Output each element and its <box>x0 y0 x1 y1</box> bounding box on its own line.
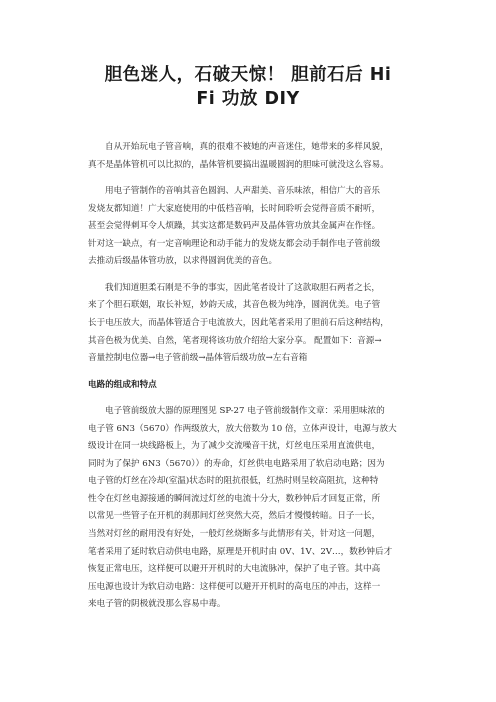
paragraph-tube-sound <box>88 183 408 271</box>
text-line: 来电子管的阴极就没那么容易中毒。 <box>88 599 226 610</box>
paragraph-intro <box>88 139 408 174</box>
text-line: 同时为了保护 6N3（5670））的寿命，灯丝供电电路采用了软启动电路；因为 <box>88 458 385 469</box>
text-line: 来了个胆石联姻，取长补短，妙韵天成，其音色极为纯净，圆润优美。电子管 <box>88 300 381 311</box>
text-line: 音量控制电位器→电子管前级→晶体管后级功放→左右音箱 <box>88 353 308 364</box>
text-line: 当然对灯丝的耐用没有好处，一般灯丝烧断多与此情形有关，针对这一问题， <box>88 529 381 540</box>
text-line: 我们知道胆柔石刚是不争的事实，因此笔者设计了这款取胆石两者之长， <box>105 282 381 293</box>
text-line: 用电子管制作的音响其音色圆润、人声甜美、音乐味浓，相信广大的音乐 <box>105 185 381 196</box>
text-line: 自从开始玩电子管音响，真的很难不被她的声音迷住，她带来的多样风貌， <box>105 142 389 152</box>
text-line: 去推动后级晶体管功放，以求得圆润优美的音色。 <box>88 256 278 267</box>
text-line: 以常见一些管子在开机的刹那间灯丝突然大亮，然后才慢慢转暗。日子一长， <box>88 511 381 522</box>
paragraph-circuit <box>88 403 408 614</box>
document-body <box>88 139 408 614</box>
text-line: 恢复正常电压，这样便可以避开开机时的大电流脉冲，保护了电子管。其中高 <box>88 564 381 575</box>
document-title <box>88 0 408 111</box>
text-line: 电子管的灯丝在冷却(室温)状态时的阻抗很低，红热时则呈较高阻抗，这种特 <box>88 476 379 487</box>
text-line: 电子管前级放大器的原理图见 SP-27 电子管前级制作文章：采用胆味浓的 <box>105 405 385 416</box>
text-line: 级设计在同一块线路板上，为了减少交流噪音干扰，灯丝电压采用直流供电， <box>88 441 381 452</box>
text-line: 甚至会觉得刺耳令人烦躁，其实这都是数码声及晶体管功放其金属声在作怪。 <box>88 221 381 232</box>
text-line: 发烧友都知道！广大家庭使用的中低档音响，长时间聆听会觉得音质不耐听， <box>88 203 381 214</box>
text-line: 性令在灯丝电源接通的瞬间流过灯丝的电流十分大，数秒钟后才回复正常，所 <box>88 493 381 504</box>
title-line-1: 胆色迷人，石破天惊！ 胆前石后 Hi <box>104 65 392 85</box>
section-heading: 电路的组成和特点 <box>88 379 157 390</box>
text-line: 长于电压放大，而晶体管适合于电流放大，因此笔者采用了胆前石后这种结构， <box>88 317 389 328</box>
paragraph-hybrid-design <box>88 280 408 368</box>
title-line-2: Fi 功放 DIY <box>196 89 300 109</box>
text-line: 压电源也设计为软启动电路：这样便可以避开开机时的高电压的冲击，这样一 <box>88 581 381 592</box>
text-line: 电子管 6N3（5670）作两级放大，放大倍数为 10 倍，立体声设计，电源与放大 <box>88 423 397 434</box>
text-line: 针对这一缺点，有一定音响理论和动手能力的发烧友都会动手制作电子管前级 <box>88 238 381 249</box>
text-line: 其音色极为优美、自然，笔者现将该功放介绍给大家分享。 配置如下：音源→ <box>88 335 382 346</box>
text-line: 真不是晶体管机可以比拟的，晶体管机要搞出温暖圆润的胆味可就没这么容易。 <box>88 159 389 170</box>
text-line: 笔者采用了延时软启动供电电路，原理是开机时由 0V、1V、2V…，数秒钟后才 <box>88 546 393 557</box>
